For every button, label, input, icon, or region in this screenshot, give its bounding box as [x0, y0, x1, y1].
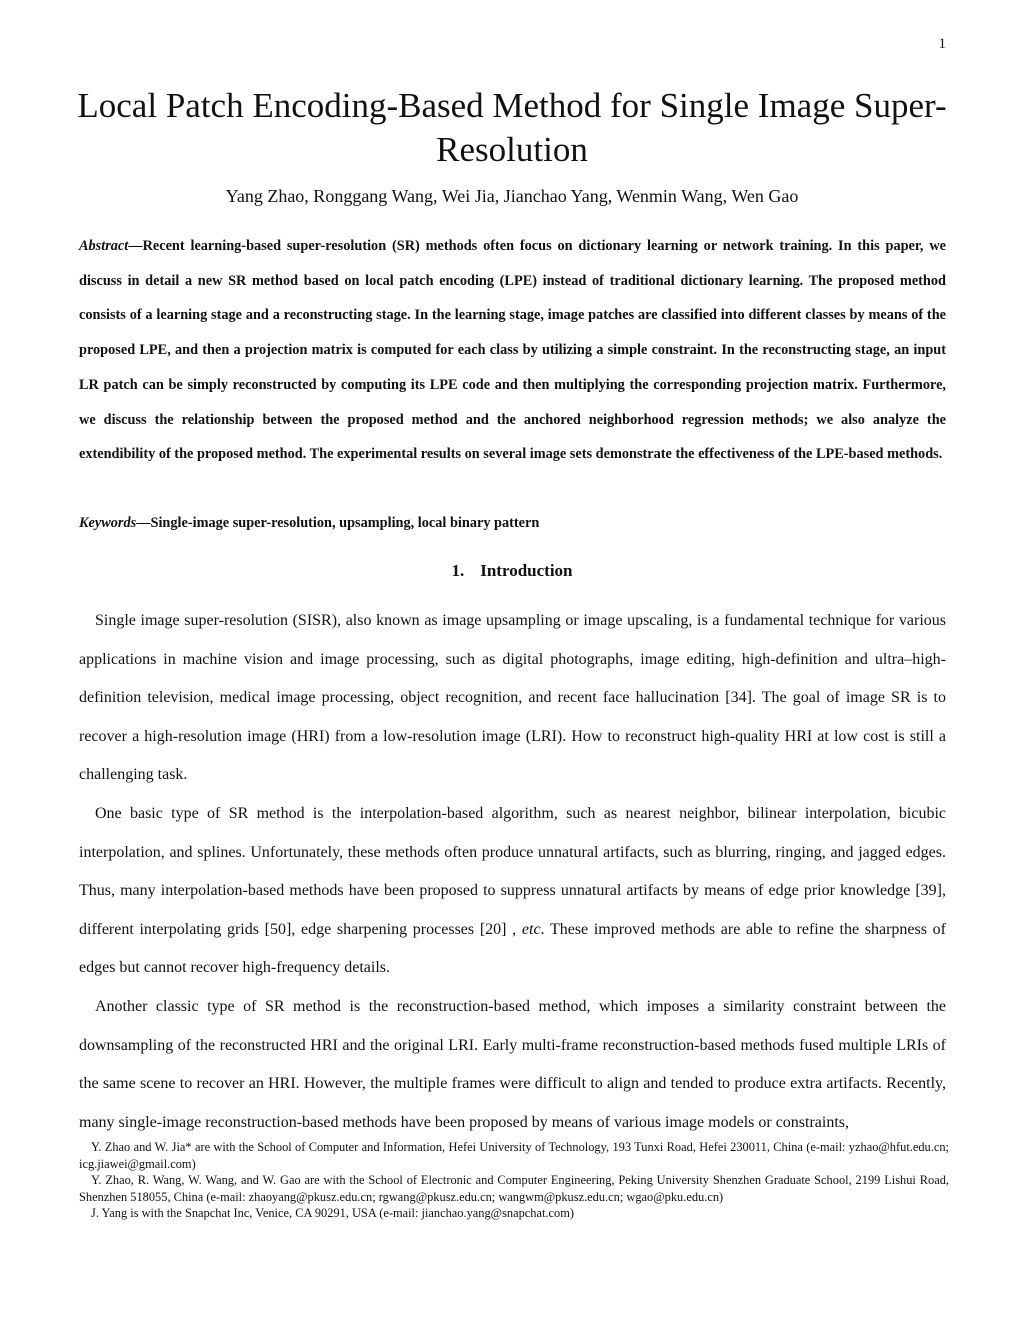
section-heading: [60, 561, 964, 581]
paragraph: Another classic type of SR method is the reconstruction-based method, which imposes a similarity constraint between the downsampling of the reconstructed HRI and the original LRI. Early multi-frame reconstruction-based methods fused multiple LRIs of the same scene to recover an HRI. However, the multiple frames were difficult to align and tended to produce extra artifacts. Recently, many single-image reconstruction-based methods have been proposed by means of various image models or constraints,: [79, 997, 946, 1131]
footnote: Y. Zhao and W. Jia* are with the School of Computer and Information, Hefei University of Technology, 193 Tunxi Road, Hefei 230011, China (e-mail: yzhao@hfut.edu.cn; icg.jiawei@gmail.com): [79, 1140, 949, 1171]
paragraph-emphasis: etc: [521, 920, 541, 938]
footnote: J. Yang is with the Snapchat Inc, Venice, CA 90291, USA (e-mail: jianchao.yang@snapchat.com): [91, 1206, 574, 1220]
abstract-label: Abstract: [79, 238, 129, 254]
paragraph-text: . These improved methods are able to refine the sharpness of edges but cannot recover high-frequency details.: [79, 920, 947, 977]
section-number: 1.: [451, 561, 465, 580]
paragraph: [79, 795, 946, 988]
paper-title: Local Patch Encoding-Based Method for Single Image Super-Resolution: [77, 86, 947, 169]
body-text: [79, 602, 946, 1142]
keywords-label: Keywords: [79, 515, 137, 531]
author-list: Yang Zhao, Ronggang Wang, Wei Jia, Jianchao Yang, Wenmin Wang, Wen Gao: [225, 186, 799, 206]
paragraph-text: One basic type of SR method is the interpolation-based algorithm, such as nearest neighbor, bilinear interpolation, bicubic interpolation, and splines. Unfortunately, these methods often produce unnatural artifacts, such as blurring, ringing, and jagged edges. Thus, many interpolation-based methods have been proposed to suppress unnatural artifacts by means of edge prior knowledge [39], different interpolating grids [50], edge sharpening processes [20] ,: [79, 804, 946, 938]
section-title: Introduction: [480, 561, 573, 580]
keywords-text: —Single-image super-resolution, upsampling, local binary pattern: [136, 515, 540, 531]
page-number: 1: [938, 36, 946, 52]
footnote: Y. Zhao, R. Wang, W. Wang, and W. Gao are with the School of Electronic and Computer Engineering, Peking University Shenzhen Graduate School, 2199 Lishui Road, Shenzhen 518055, China (e-mail: zhaoyang@pkusz.edu.cn; rgwang@pkusz.edu.cn; wangwm@pkusz.edu.cn; wgao@pku.edu.cn): [79, 1173, 949, 1204]
abstract-text: —Recent learning-based super-resolution (SR) methods often focus on dictionary learning or network training. In this paper, we discuss in detail a new SR method based on local patch encoding (LPE) instead of traditional dictionary learning. The proposed method consists of a learning stage and a reconstructing stage. In the learning stage, image patches are classified into different classes by means of the proposed LPE, and then a projection matrix is computed for each class by utilizing a simple constraint. In the reconstructing stage, an input LR patch can be simply reconstructed by computing its LPE code and then multiplying the corresponding projection matrix. Furthermore, we discuss the relationship between the proposed method and the anchored neighborhood regression methods; we also analyze the extendibility of the proposed method. The experimental results on several image sets demonstrate the effectiveness of the LPE-based methods.: [79, 238, 946, 463]
abstract: [79, 229, 946, 472]
paragraph: Single image super-resolution (SISR), also known as image upsampling or image upscaling, is a fundamental technique for various applications in machine vision and image processing, such as digital photographs, image editing, high-definition and ultra–high-definition television, medical image processing, object recognition, and recent face hallucination [34]. The goal of image SR is to recover a high-resolution image (HRI) from a low-resolution image (LRI). How to reconstruct high-quality HRI at low cost is still a challenging task.: [79, 612, 946, 784]
footnotes: [79, 1139, 949, 1222]
keywords: [79, 515, 946, 532]
